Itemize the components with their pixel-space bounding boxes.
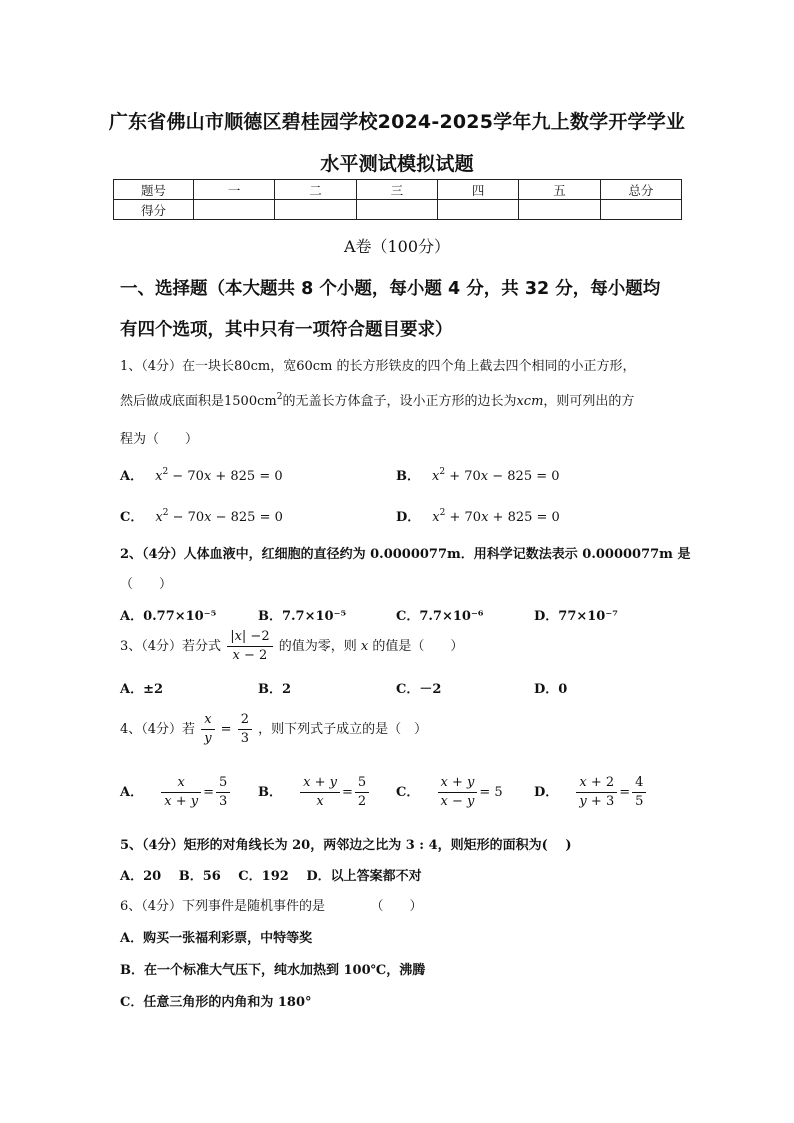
q5-stem: 5、（4分）矩形的对角线长为 20，两邻边之比为 3 : 4，则矩形的面积为( )	[120, 838, 572, 853]
score-table-header-cell: 一	[194, 180, 275, 200]
q2-stem-line2: （ ）	[120, 577, 173, 592]
q2-option-a[interactable]: A．0.77×10⁻⁵	[120, 609, 217, 624]
part1-heading-line1: 一、选择题（本大题共 8 个小题，每小题 4 分，共 32 分，每小题均	[120, 279, 661, 299]
q4-option-a[interactable]: A． $\frac{x}{x + y}$ = $\frac{5}{3}$	[120, 775, 232, 810]
section-a-heading: A卷（100分）	[343, 237, 451, 256]
q2-option-d[interactable]: D．77×10⁻⁷	[534, 609, 618, 624]
q3-option-d[interactable]: D．0	[534, 682, 568, 697]
q4-stem: 4、（4分）若 $\frac{x}{y}$ = $\frac{2}{3}$ ，则下列式子成立的是（ ）	[120, 712, 428, 746]
q1-option-a[interactable]: A． $x^2 - 70x + 825 = 0$	[120, 467, 283, 484]
q1-option-c[interactable]: C． $x^2 - 70x - 825 = 0$	[120, 508, 283, 525]
q1-option-b[interactable]: B． $x^2 + 70x - 825 = 0$	[396, 467, 560, 484]
q3-option-a[interactable]: A．±2	[120, 682, 164, 697]
score-table-header-cell: 总分	[600, 180, 681, 200]
part1-heading-line2: 有四个选项，其中只有一项符合题目要求）	[120, 320, 453, 340]
score-table	[113, 179, 682, 220]
exam-title-line2: 水平测试模拟试题	[320, 153, 474, 175]
q3-option-b[interactable]: B．2	[258, 682, 292, 697]
q4-option-c[interactable]: C． $\frac{x + y}{x - y}$ = 5	[396, 775, 503, 809]
score-table-score-row	[114, 200, 682, 220]
q5-options[interactable]: A．20 B．56 C．192 D．以上答案都不对	[120, 869, 422, 884]
score-row-label: 得分	[114, 200, 194, 220]
score-cell	[437, 200, 518, 220]
score-table-header-cell: 四	[437, 180, 518, 200]
score-cell	[356, 200, 437, 220]
q2-stem-line1: 2、（4分）人体血液中，红细胞的直径约为 0.0000077m．用科学记数法表示 0.0000077m 是	[120, 547, 691, 562]
q2-option-b[interactable]: B．7.7×10⁻⁵	[258, 609, 347, 624]
q4-option-b[interactable]: B． $\frac{x + y}{x}$ = $\frac{5}{2}$	[258, 775, 371, 810]
q2-option-c[interactable]: C．7.7×10⁻⁶	[396, 609, 484, 624]
score-table-header-cell: 五	[519, 180, 600, 200]
score-table-header-cell: 二	[275, 180, 356, 200]
score-cell	[275, 200, 356, 220]
score-cell	[600, 200, 681, 220]
q3-stem: 3、（4分）若分式 $\frac{|x| -2}{x - 2}$ 的值为零，则 x 的值是（ ）	[120, 629, 464, 663]
exam-title-line1: 广东省佛山市顺德区碧桂园学校2024-2025学年九上数学开学学业	[108, 111, 686, 133]
q1-stem-line3: 程为（ ）	[120, 432, 199, 447]
q1-stem-line2: 然后做成底面积是$1500cm^2$的无盖长方体盒子，设小正方形的边长为xcm，则可列出的方	[120, 392, 635, 409]
q6-option-a[interactable]: A．购买一张福利彩票，中特等奖	[120, 931, 313, 946]
q1-option-d[interactable]: D． $x^2 + 70x + 825 = 0$	[396, 508, 560, 525]
q4-fraction-x-over-y: $\frac{x}{y}$	[201, 712, 214, 747]
q6-stem: 6、（4分）下列事件是随机事件的是 （ ）	[120, 899, 423, 914]
q4-option-d[interactable]: D． $\frac{x + 2}{y + 3}$ = $\frac{4}{5}$	[534, 775, 648, 810]
score-table-header-row	[114, 180, 682, 200]
q4-fraction-2-over-3: $\frac{2}{3}$	[238, 712, 252, 747]
score-cell	[519, 200, 600, 220]
q6-option-b[interactable]: B．在一个标准大气压下，纯水加热到 100℃，沸腾	[120, 963, 426, 978]
q3-fraction: $\frac{|x| -2}{x - 2}$	[227, 629, 272, 664]
score-table-header-cell: 题号	[114, 180, 194, 200]
q3-option-c[interactable]: C．－2	[396, 682, 442, 697]
score-table-header-cell: 三	[356, 180, 437, 200]
q1-stem-line1: 1、（4分）在一块长80cm，宽60cm 的长方形铁皮的四个角上截去四个相同的小正方形，	[120, 359, 636, 374]
score-cell	[194, 200, 275, 220]
q6-option-c[interactable]: C．任意三角形的内角和为 180°	[120, 995, 312, 1010]
